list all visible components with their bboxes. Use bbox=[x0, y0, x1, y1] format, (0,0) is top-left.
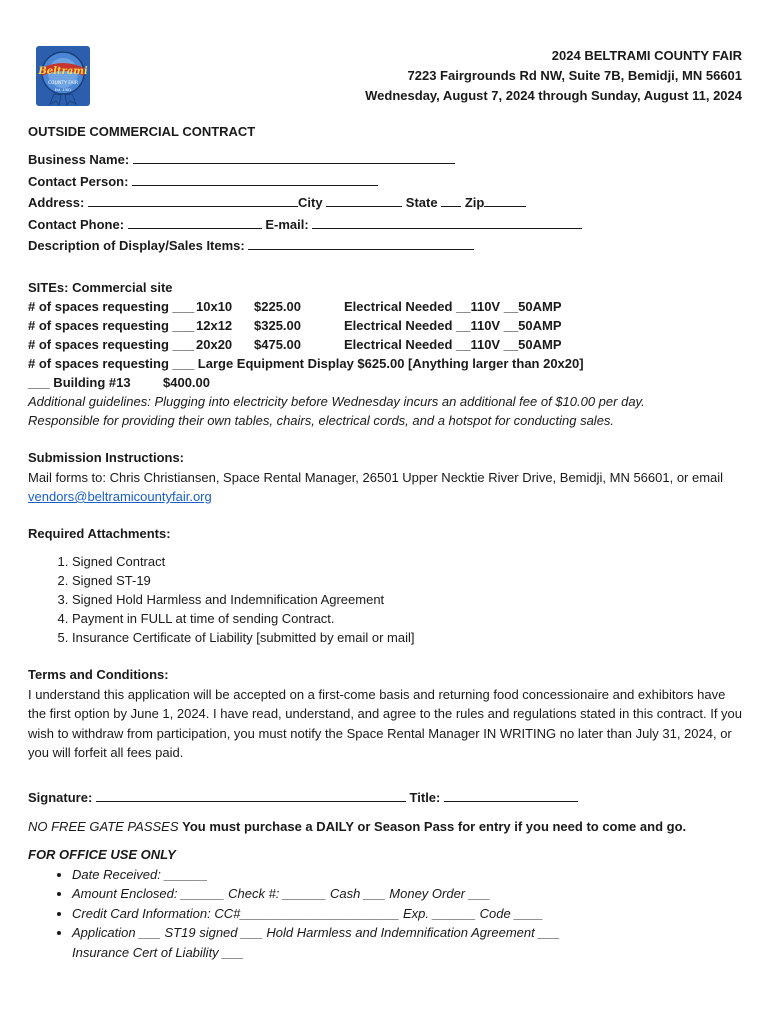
gate-pass-notice bbox=[28, 816, 742, 838]
attachments-list bbox=[28, 552, 742, 647]
vendor-email-link[interactable]: vendors@beltramicountyfair.org bbox=[28, 489, 212, 504]
contact-person-label: Contact Person: bbox=[28, 173, 129, 189]
list-item: 3. Signed Hold Harmless and Indemnification Agreement bbox=[72, 590, 742, 609]
site-row-price: $325.00 bbox=[254, 318, 301, 333]
list-item: • Amount Enclosed: ______ Check #: ______ Cash ___ Money Order ___ bbox=[72, 884, 602, 904]
description-field[interactable] bbox=[248, 237, 474, 250]
site-row bbox=[28, 335, 742, 354]
contact-fields bbox=[28, 149, 742, 257]
submission-text: Mail forms to: Chris Christiansen, Space Rental Manager, 26501 Upper Necktie River Drive, Bemidji, MN 56601, or email bbox=[28, 469, 724, 485]
guideline-electricity: Additional guidelines: Plugging into electricity before Wednesday incurs an additional fee of $10.00 per day. bbox=[28, 394, 645, 409]
title-label: Title: bbox=[409, 790, 441, 805]
description-label: Description of Display/Sales Items: bbox=[28, 238, 245, 253]
business-name-label: Business Name: bbox=[28, 152, 130, 167]
state-label: State bbox=[405, 195, 438, 210]
logo-subtitle: COUNTY FAIR bbox=[48, 81, 78, 86]
office-use-list bbox=[28, 865, 602, 963]
site-row-size: 20x20 bbox=[196, 337, 233, 352]
office-use-heading: FOR OFFICE USE ONLY bbox=[28, 847, 176, 862]
terms-heading: Terms and Conditions: bbox=[28, 667, 169, 682]
email-field[interactable] bbox=[312, 216, 582, 229]
site-row-size: 12x12 bbox=[196, 318, 233, 333]
logo-wordmark: Beltrami bbox=[38, 66, 88, 77]
address-label: Address: bbox=[28, 195, 85, 210]
list-item: • Date Received: ______ bbox=[72, 865, 602, 885]
attachments-section bbox=[28, 524, 742, 647]
site-row-electrical: Electrical Needed __110V __50AMP bbox=[344, 299, 562, 314]
state-field[interactable] bbox=[441, 194, 461, 207]
zip-field[interactable] bbox=[484, 194, 526, 207]
address-field[interactable] bbox=[88, 194, 298, 207]
submission-section bbox=[28, 448, 742, 507]
list-item: 1. Signed Contract bbox=[72, 552, 742, 571]
site-row-size: 10x10 bbox=[196, 299, 233, 314]
terms-section bbox=[28, 665, 742, 763]
sites-heading: SITEs: Commercial site bbox=[28, 280, 173, 295]
contact-person-field[interactable] bbox=[132, 173, 378, 186]
submission-text-block bbox=[28, 468, 742, 507]
site-row bbox=[28, 316, 742, 335]
list-item: • Application ___ ST19 signed ___ Hold Harmless and Indemnification Agreement ___ Insurance Cert of Liability ___ bbox=[72, 923, 602, 962]
attachments-heading: Required Attachments: bbox=[28, 526, 171, 541]
site-row-electrical: Electrical Needed __110V __50AMP bbox=[344, 318, 562, 333]
header-title: 2024 BELTRAMI COUNTY FAIR bbox=[551, 48, 742, 63]
title-field[interactable] bbox=[444, 789, 578, 802]
office-use-section bbox=[28, 845, 742, 962]
site-row-label: # of spaces requesting ___ bbox=[28, 299, 195, 314]
contact-phone-field[interactable] bbox=[128, 216, 262, 229]
contract-title: OUTSIDE COMMERCIAL CONTRACT bbox=[28, 124, 256, 139]
list-item: • Credit Card Information: CC#______________________ Exp. ______ Code ____ bbox=[72, 904, 602, 924]
building-price: $400.00 bbox=[163, 375, 210, 390]
fair-header bbox=[365, 46, 742, 106]
guideline-equipment: Responsible for providing their own tables, chairs, electrical cords, and a hotspot for conducting sales. bbox=[28, 413, 615, 428]
site-row bbox=[28, 297, 742, 316]
header-address: 7223 Fairgrounds Rd NW, Suite 7B, Bemidji, MN 56601 bbox=[407, 68, 742, 83]
signature-label: Signature: bbox=[28, 790, 93, 805]
building-row bbox=[28, 373, 742, 392]
zip-label: Zip bbox=[464, 195, 485, 210]
sites-section bbox=[28, 278, 742, 430]
site-row-label: # of spaces requesting ___ bbox=[28, 318, 195, 333]
signature-field[interactable] bbox=[96, 789, 406, 802]
list-item: 2. Signed ST-19 bbox=[72, 571, 742, 590]
business-name-field[interactable] bbox=[133, 151, 455, 164]
gate-pass-italic: NO FREE GATE PASSES bbox=[28, 819, 179, 834]
logo-established: Est. 1901 bbox=[54, 88, 72, 92]
site-row-electrical: Electrical Needed __110V __50AMP bbox=[344, 337, 562, 352]
city-field[interactable] bbox=[326, 194, 402, 207]
large-equipment-row: # of spaces requesting ___ Large Equipment Display $625.00 [Anything larger than 20x20] bbox=[28, 356, 584, 371]
header-dates: Wednesday, August 7, 2024 through Sunday, August 11, 2024 bbox=[365, 88, 742, 103]
site-row-price: $475.00 bbox=[254, 337, 301, 352]
contact-phone-label: Contact Phone: bbox=[28, 216, 125, 232]
city-label: City bbox=[297, 195, 323, 210]
site-row-label: # of spaces requesting ___ bbox=[28, 337, 195, 352]
site-row-price: $225.00 bbox=[254, 299, 301, 314]
list-item: 5. Insurance Certificate of Liability [submitted by email or mail] bbox=[72, 628, 742, 647]
gate-pass-bold: You must purchase a DAILY or Season Pass for entry if you need to come and go. bbox=[182, 819, 687, 834]
fair-logo bbox=[36, 46, 90, 106]
email-label: E-mail: bbox=[265, 216, 309, 232]
building-label: ___ Building #13 bbox=[28, 375, 131, 390]
terms-text: I understand this application will be accepted on a first-come basis and returning food concessionaire and exhibitors have the first option by June 1, 2024. I have read, understand, and agree to the rules and regulations stated in this contract. If you wish to withdraw from participation, you must notify the Space Rental Manager IN WRITING no later than July 31, 2024, or you will forfeit all fees paid. bbox=[28, 686, 743, 760]
signature-row bbox=[28, 787, 742, 809]
list-item: 4. Payment in FULL at time of sending Contract. bbox=[72, 609, 742, 628]
submission-heading: Submission Instructions: bbox=[28, 450, 185, 465]
